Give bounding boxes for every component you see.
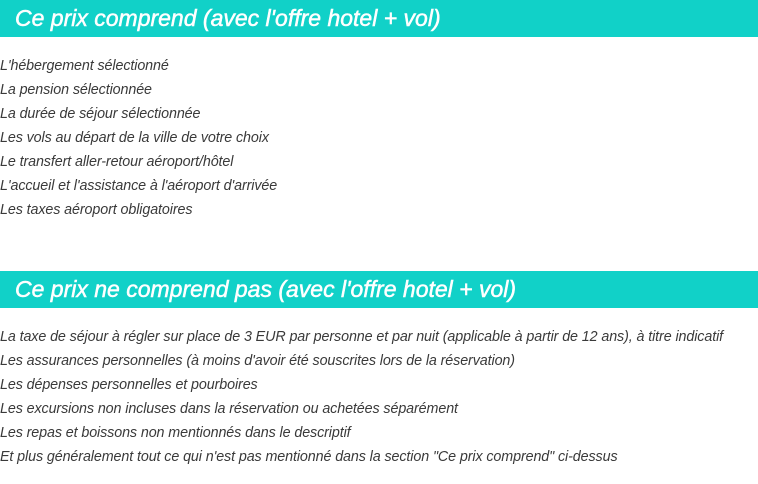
list-item: Les dépenses personnelles et pourboires bbox=[0, 377, 258, 393]
list-item: Les excursions non incluses dans la réservation ou achetées séparément bbox=[0, 401, 458, 417]
list-item: Et plus généralement tout ce qui n'est pas mentionné dans la section "Ce prix comprend" ci-dessus bbox=[0, 449, 618, 465]
price-includes-banner bbox=[0, 0, 758, 37]
list-item: La durée de séjour sélectionnée bbox=[0, 106, 201, 122]
list-item: L'hébergement sélectionné bbox=[0, 58, 169, 74]
price-excludes-section bbox=[0, 271, 758, 470]
price-excludes-title: Ce prix ne comprend pas (avec l'offre hotel + vol) bbox=[15, 276, 517, 302]
list-item: Les repas et boissons non mentionnés dans le descriptif bbox=[0, 425, 351, 441]
price-excludes-banner bbox=[0, 271, 758, 308]
list-item: Le transfert aller-retour aéroport/hôtel bbox=[0, 154, 234, 170]
price-includes-list bbox=[0, 55, 758, 223]
list-item: Les assurances personnelles (à moins d'avoir été souscrites lors de la réservation) bbox=[0, 353, 515, 369]
list-item: La pension sélectionnée bbox=[0, 82, 152, 98]
price-includes-section bbox=[0, 0, 758, 223]
price-excludes-list bbox=[0, 326, 758, 470]
list-item: Les taxes aéroport obligatoires bbox=[0, 202, 193, 218]
list-item: La taxe de séjour à régler sur place de 3 EUR par personne et par nuit (applicable à partir de 12 ans), à titre indicatif bbox=[0, 329, 724, 345]
list-item: L'accueil et l'assistance à l'aéroport d'arrivée bbox=[0, 178, 278, 194]
price-includes-title: Ce prix comprend (avec l'offre hotel + vol) bbox=[15, 5, 441, 31]
list-item: Les vols au départ de la ville de votre choix bbox=[0, 130, 269, 146]
